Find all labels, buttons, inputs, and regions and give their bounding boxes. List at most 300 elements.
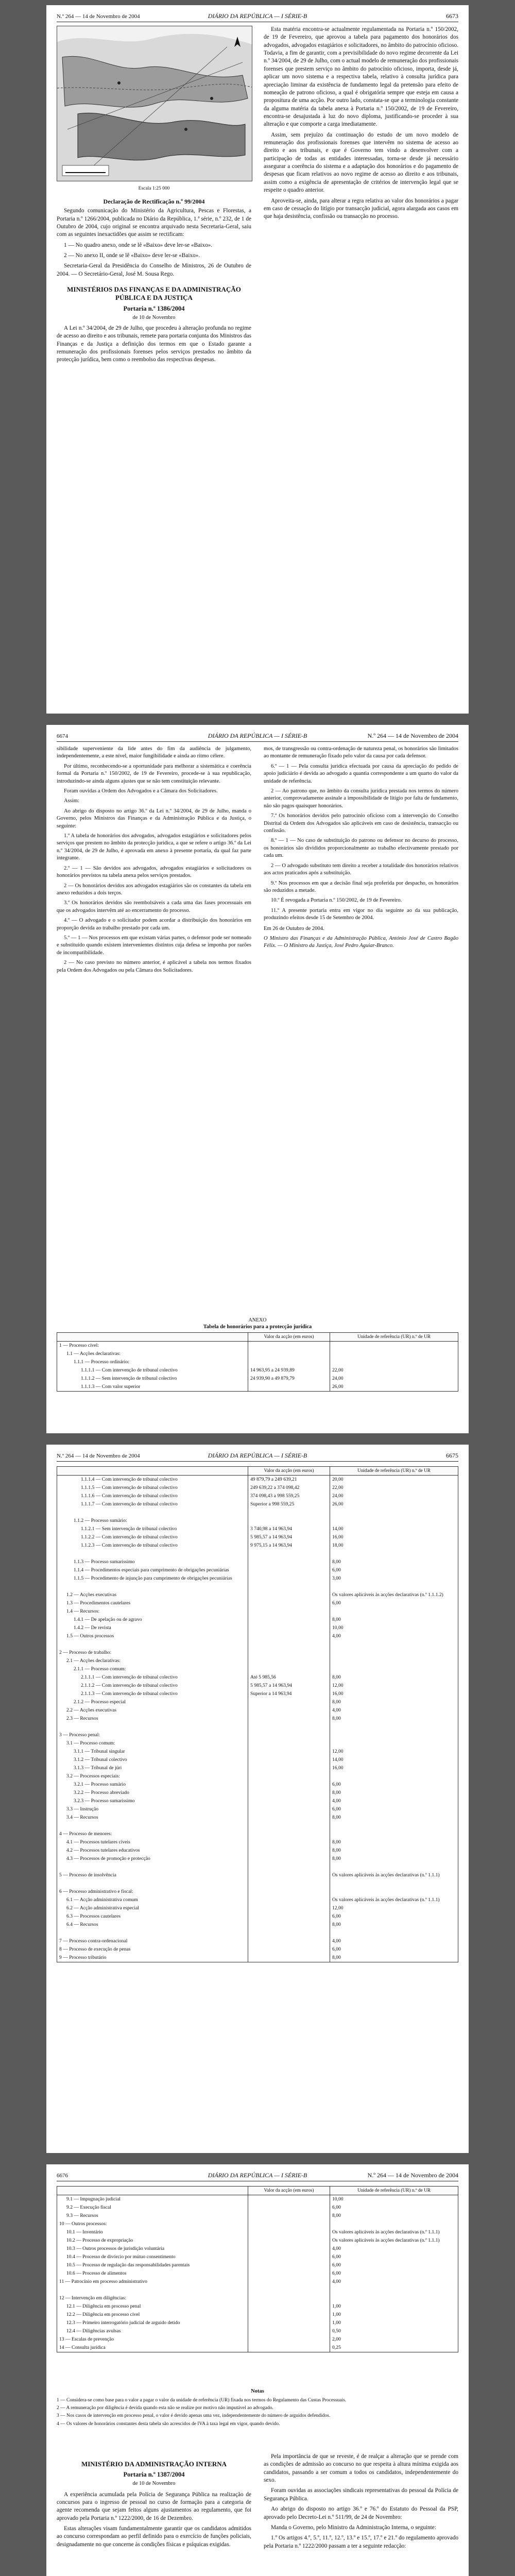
table-header-cell [57,2187,248,2195]
table-row [57,1690,458,1698]
row-value-cell [248,1550,330,1558]
note-item: 3 — Nos casos de intervenção em processo penal, o valor é devido apenas uma vez, independentemente do número de arguidos defendidos. [57,2413,331,2419]
row-ur-cell [330,1822,458,1830]
annex-table-wrap [57,1317,458,1392]
table-row [57,1517,458,1525]
row-ur-cell: 8,00 [330,1921,458,1929]
row-value-cell [248,2261,330,2269]
row-value-cell [248,2286,330,2294]
row-value-cell [248,1896,330,1904]
table-header-cell: Valor da acção (em euros) [248,1333,330,1342]
row-value-cell [248,1640,330,1649]
row-ur-cell: Os valores aplicáveis às acções declarativas (n.º 1.1.1) [330,1896,458,1904]
row-label-cell: 14 — Consulta jurídica [57,2344,248,2352]
row-label-cell: 6.1 — Acção administrativa comum [57,1896,248,1904]
row-label-cell: 1.1.2.2 — Com intervenção de tribunal colectivo [57,1533,248,1541]
portaria-title: Portaria n.º 1387/2004 [123,2471,185,2479]
body-paragraph: 1.º Os artigos 4.º, 5.º, 11.º, 12.º, 13.º e 15.º, 17.º e 21.º do regulamento aprovado pela Portaria n.º 1222/2000 passam a ter a seguinte redacção: [264,2535,458,2549]
body-paragraph: 6.º — 1 — Pela consulta jurídica efectuada por causa da apreciação do pedido de apoio judiciário é devida ao advogado a quantia correspondente a um quarto do valor da unidade de referência. [264,763,458,784]
row-label-cell: 12.4 — Diligências avulsas [57,2327,248,2335]
row-ur-cell [330,1731,458,1739]
body-paragraph: Foram ouvidas as associações sindicais representativas do pessoal da Polícia de Segurança Pública. [264,2487,458,2502]
body-paragraph: Ao abrigo do disposto no artigo 36.º da Lei n.º 34/2004, de 29 de Julho, manda o Governo, pelos Ministros das Finanças e da Administração Pública e da Justiça, o seguinte: [57,808,251,829]
row-value-cell [248,2253,330,2261]
table-row [57,2269,458,2278]
header-issue: N.º 264 — 14 de Novembro de 2004 [367,2172,458,2179]
header-page-number: 6676 [57,2173,68,2179]
body-paragraph: 10.º É revogada a Portaria n.º 150/2002, de 19 de Fevereiro. [271,897,402,904]
column-left [57,26,251,367]
row-value-cell [248,2294,330,2302]
row-ur-cell: 1,00 [330,2311,458,2319]
row-value-cell [248,1954,330,1962]
row-value-cell [248,1350,330,1358]
row-value-cell [248,2245,330,2253]
row-label-cell: 3.1.2 — Tribunal colectivo [57,1756,248,1764]
row-ur-cell: 24,00 [330,1375,458,1383]
declaration-paragraph: Segundo comunicação do Ministério da Agricultura, Pescas e Florestas, a Portaria n.º 1266/2004, publicada no Diário da República, 1.ª série, n.º 232, de 1 de Outubro de 2004, cujo original se encontra arquivado nesta Secretaria-Geral, saiu com as seguintes inexactidões que assim se rectificam: [57,208,251,238]
row-ur-cell: 4,00 [330,1937,458,1945]
row-value-cell [248,1665,330,1673]
row-value-cell [248,1558,330,1566]
row-label-cell: 2.1.1.1 — Com intervenção de tribunal colectivo [57,1673,248,1682]
row-label-cell: 2.2 — Acções executivas [57,1706,248,1715]
row-label-cell: 12.1 — Diligência em processo penal [57,2302,248,2311]
table-header-cell [57,1467,248,1476]
row-value-cell [248,1805,330,1814]
table-row [57,1492,458,1500]
table-row [57,1476,458,1484]
row-ur-cell: 6,00 [330,1912,458,1921]
table-header-cell: Unidade de referência (UR) n.º de UR [330,2187,458,2195]
row-ur-cell: 14,00 [330,1756,458,1764]
row-ur-cell: 6,00 [330,1566,458,1574]
row-value-cell [248,1855,330,1863]
row-ur-cell: 8,00 [330,1616,458,1624]
table-row [57,2294,458,2302]
table-row [57,1748,458,1756]
row-ur-cell: 4,00 [330,2245,458,2253]
table-row [57,1558,458,1566]
row-value-cell [248,1342,330,1350]
row-value-cell [248,1863,330,1871]
table-row [57,1731,458,1739]
map-graphic [57,26,252,181]
row-value-cell [248,2228,330,2236]
page-header [57,1449,458,1462]
table-header-cell: Valor da acção (em euros) [248,2187,330,2195]
table-row [57,1574,458,1583]
table-row [57,1484,458,1492]
row-ur-cell: 18,00 [330,1541,458,1550]
row-ur-cell: 6,00 [330,1781,458,1789]
body-paragraph: Assim: [64,798,80,804]
portaria-paragraph: A Lei n.º 34/2004, de 29 de Julho, que procedeu à alteração profunda no regime de acesso ao direito e aos tribunais, remete para portaria conjunta dos Ministros das Finanças e da Justiça a definição dos termos em que o Estado garante a remuneração dos profissionais forenses pelos serviços prestados no âmbito da protecção jurídica, bem como o reembolso das respectivas despesas. [57,325,251,363]
body-paragraph: 11.º A presente portaria entra em vigor no dia seguinte ao da sua publicação, produzindo efeitos desde 15 de Setembro de 2004. [264,907,458,921]
row-value-cell [248,2236,330,2245]
notes-title: Notas [251,2388,264,2394]
table-row [57,1566,458,1574]
row-value-cell [248,1566,330,1574]
row-ur-cell [330,1739,458,1748]
row-value-cell [248,1383,330,1392]
row-label-cell: 8 — Processo de execução de penas [57,1945,248,1954]
row-value-cell [248,1888,330,1896]
row-label-cell: 10.6 — Processo de alimentos [57,2269,248,2278]
table-row [57,1533,458,1541]
body-paragraph: Pela importância de que se reveste, é de realçar a alteração que se prende com as condições de admissão ao concurso no que respeita à altura mínima exigida aos candidatos, passando a ser comum a todos os candidatos, independentemente do sexo. [264,2453,458,2484]
row-ur-cell: 4,00 [330,2278,458,2286]
row-ur-cell [330,1342,458,1350]
table-row [57,1846,458,1855]
row-ur-cell: 3,00 [330,1574,458,1583]
column-left [57,745,251,977]
row-label-cell: 3.4 — Recursos [57,1814,248,1822]
header-issue: N.º 264 — 14 de Novembro de 2004 [57,1453,140,1459]
row-ur-cell: 6,00 [330,2269,458,2278]
row-ur-cell: 8,00 [330,1954,458,1962]
row-value-cell [248,1772,330,1781]
table-row [57,2253,458,2261]
row-label-cell: 10.1 — Inventário [57,2228,248,2236]
row-value-cell [248,1616,330,1624]
column-left [57,2453,251,2551]
table-row [57,2319,458,2327]
row-ur-cell: 8,00 [330,1855,458,1863]
row-ur-cell [330,2294,458,2302]
row-label-cell: 1.2 — Acções executivas [57,1591,248,1599]
table-header-row [57,1333,458,1342]
row-label-cell: 1.1.2 — Processo sumário: [57,1517,248,1525]
row-label-cell: 4.1 — Processos tutelares cíveis [57,1838,248,1846]
row-ur-cell [330,1358,458,1366]
row-label-cell: 12 — Intervenção em diligências: [57,2294,248,2302]
table-row [57,1358,458,1366]
table-row [57,1756,458,1764]
row-label-cell: 6 — Processo administrativo e fiscal: [57,1888,248,1896]
table-row [57,1715,458,1723]
signature-block: O Ministro das Finanças e da Administração Pública, António José de Castro Bagão Félix. — O Ministro da Justiça, José Pedro Aguiar-Branco. [264,935,458,949]
declaration-signature: Secretaria-Geral da Presidência do Conselho de Ministros, 26 de Outubro de 2004. — O Secretário-Geral, José M. Sousa Rego. [57,263,251,277]
table-row [57,1665,458,1673]
row-ur-cell: 22,00 [330,1484,458,1492]
row-label-cell: 3.1.3 — Tribunal de júri [57,1764,248,1772]
table-row [57,2327,458,2335]
portaria-title: Portaria n.º 1386/2004 [123,304,185,312]
row-label-cell: 1.1.2.1 — Sem intervenção de tribunal colectivo [57,1525,248,1533]
table-row [57,1912,458,1921]
body-paragraph: Aproveita-se, ainda, para alterar a regra relativa ao valor dos honorários a pagar em caso de cessação do litígio por transacção judicial, agora alargada aos casos em que haja desistência, confissão ou transacção no processo. [264,197,458,220]
annex-table-wrap [57,1466,458,1962]
row-label-cell: 9.1 — Impugnação judicial [57,2195,248,2204]
row-ur-cell [330,1607,458,1616]
row-label-cell: 2.1.1 — Processo comum: [57,1665,248,1673]
row-label-cell: 12.3 — Primeiro interrogatório judicial de arguido detido [57,2319,248,2327]
row-label-cell: 6.2 — Acção administrativa especial [57,1904,248,1912]
row-value-cell: 24 939,90 a 49 879,79 [248,1375,330,1383]
body-paragraph: 3.º Os honorários devidos são reembolsáveis a cada uma das fases processuais em que os advogados intervêm até ao encerramento do processo. [57,900,251,913]
row-ur-cell: 12,00 [330,1682,458,1690]
row-ur-cell: 16,00 [330,1533,458,1541]
row-label-cell: 2.3 — Recursos [57,1715,248,1723]
row-value-cell [248,1789,330,1797]
table-row [57,1896,458,1904]
row-label-cell [57,1929,248,1937]
row-value-cell [248,1517,330,1525]
table-row [57,1863,458,1871]
table-row [57,2344,458,2352]
row-value-cell [248,1574,330,1583]
row-value-cell: 9 975,15 a 14 963,94 [248,1541,330,1550]
row-label-cell: 9.2 — Execução fiscal [57,2204,248,2212]
row-ur-cell: 6,00 [330,2204,458,2212]
row-ur-cell [330,2220,458,2228]
row-label-cell: 1.1.1.5 — Com intervenção de tribunal colectivo [57,1484,248,1492]
row-label-cell: 1.1.1 — Processo ordinário: [57,1358,248,1366]
row-label-cell [57,1822,248,1830]
row-ur-cell [330,1649,458,1657]
header-issue: N.º 264 — 14 de Novembro de 2004 [57,13,140,20]
row-value-cell [248,1781,330,1789]
row-ur-cell: 6,00 [330,2253,458,2261]
table-row [57,1640,458,1649]
table-row [57,1657,458,1665]
row-ur-cell: 6,00 [330,1599,458,1607]
row-value-cell [248,2220,330,2228]
portaria-date: de 10 de Novembro [132,314,176,320]
table-row [57,1954,458,1962]
row-label-cell: 5 — Processo de insolvência [57,1871,248,1879]
row-ur-cell [330,1929,458,1937]
row-label-cell: 10.2 — Processo de expropriação [57,2236,248,2245]
row-label-cell: 2.1 — Acções declarativas: [57,1657,248,1665]
row-label-cell: 3 — Processo penal: [57,1731,248,1739]
row-ur-cell: 1,00 [330,2302,458,2311]
row-ur-cell [330,1550,458,1558]
row-label-cell [57,1509,248,1517]
row-ur-cell: 8,00 [330,1558,458,1566]
annex-table-wrap [57,2186,458,2352]
row-value-cell [248,1649,330,1657]
row-label-cell: 4.2 — Processos tutelares educativos [57,1846,248,1855]
row-value-cell [248,1632,330,1640]
body-paragraph: 4.º — O advogado e o solicitador podem acordar a distribuição dos honorários em proporção devida ao trabalho prestado por cada um. [57,918,251,931]
declaration-paragraph: 1 — No quadro anexo, onde se lê «Baixo» deve ler-se «Baixo». [64,242,213,248]
row-value-cell: 49 879,79 a 249 639,21 [248,1476,330,1484]
table-row [57,1342,458,1350]
table-row [57,1797,458,1805]
row-value-cell [248,2212,330,2220]
row-ur-cell [330,1888,458,1896]
declaration-title: Declaração de Rectificação n.º 99/2004 [103,197,205,205]
row-ur-cell: 20,00 [330,1476,458,1484]
row-value-cell [248,1624,330,1632]
body-paragraph: Assim, sem prejuízo da continuação do estudo de um novo modelo de remuneração dos profissionais forenses que intervêm no sistema de acesso ao direito e aos tribunais, e que é Governo tem vindo a desenvolver com a participação de todas as entidades interessadas, torna-se desde já necessário assegurar a coerência do sistema e a adaptação dos honorários e do pagamento de despesas que ficam relativos ao novo regime de acesso ao direito e aos tribunais, assim como a exigência de apresentação de critérios de intervenção legal que se respeite o quadro anterior. [264,131,458,194]
row-label-cell [57,1879,248,1888]
table-row [57,1921,458,1929]
row-value-cell [248,1822,330,1830]
page-header [57,729,458,742]
table-row [57,1855,458,1863]
row-value-cell [248,1904,330,1912]
row-label-cell: 9.3 — Recursos [57,2212,248,2220]
row-value-cell [248,1509,330,1517]
row-value-cell [248,1591,330,1599]
row-value-cell [248,1846,330,1855]
table-row [57,2311,458,2319]
header-page-number: 6675 [446,1452,458,1459]
table-row [57,1624,458,1632]
body-paragraph: 1.º A tabela de honorários dos advogados, advogados estagiários e solicitadores pelos serviços que prestem no âmbito da protecção jurídica, a que se refere o artigo 36.º da Lei n.º 34/2004, de 29 de Julho, é aprovada em anexo à presente portaria, da qual faz parte integrante. [57,833,251,861]
table-row [57,1616,458,1624]
row-label-cell [57,1583,248,1591]
table-row [57,1789,458,1797]
row-label-cell: 11 — Patrocínio em processo administrativo [57,2278,248,2286]
header-page-number: 6674 [57,733,68,739]
table-row [57,1822,458,1830]
header-journal: DIÁRIO DA REPÚBLICA — I SÉRIE-B [208,2172,307,2179]
row-label-cell: 1.1.3 — Processo sumaríssimo [57,1558,248,1566]
page-6673 [46,5,469,714]
body-paragraph: Ao abrigo do disposto no artigo 36.º e 76.º do Estatuto do Pessoal da PSP, aprovado pelo Decreto-Lei n.º 511/99, de 24 de Novembro: [264,2506,458,2520]
row-ur-cell: 8,00 [330,1698,458,1706]
table-row [57,1525,458,1533]
row-ur-cell: 0,50 [330,2327,458,2335]
row-label-cell: 1.1 — Acções declarativas: [57,1350,248,1358]
table-row [57,2302,458,2311]
table-row [57,1698,458,1706]
row-label-cell: 4.3 — Processos de promoção e protecção [57,1855,248,1863]
table-row [57,1682,458,1690]
row-ur-cell [330,1517,458,1525]
table-row [57,1879,458,1888]
row-ur-cell: Os valores aplicáveis às acções declarativas (n.º 1.1.1) [330,1871,458,1879]
table-row [57,1772,458,1781]
table-row [57,2228,458,2236]
row-value-cell: 5 985,57 a 14 963,94 [248,1682,330,1690]
row-label-cell: 3.2.2 — Processo abreviado [57,1789,248,1797]
row-label-cell: 1.4.2 — De revista [57,1624,248,1632]
table-row [57,2335,458,2344]
row-value-cell [248,2195,330,2204]
table-row [57,1706,458,1715]
table-row [57,1509,458,1517]
table-row [57,1937,458,1945]
row-ur-cell: Os valores aplicáveis às acções declarativas (n.º 1.1.1) [330,2236,458,2245]
row-ur-cell: 8,00 [330,1814,458,1822]
table-row [57,1838,458,1846]
table-row [57,1541,458,1550]
row-label-cell: 1.5 — Outros processos [57,1632,248,1640]
row-ur-cell: Os valores aplicáveis às acções declarativas (n.º 1.1.1.2) [330,1591,458,1599]
row-ur-cell: 26,00 [330,1500,458,1509]
row-value-cell [248,2327,330,2335]
row-value-cell [248,1838,330,1846]
row-ur-cell: 16,00 [330,1764,458,1772]
row-ur-cell: 12,00 [330,1748,458,1756]
row-value-cell [248,1871,330,1879]
row-value-cell [248,1912,330,1921]
row-label-cell [57,1550,248,1558]
table-row [57,1591,458,1599]
row-ur-cell: 10,00 [330,2195,458,2204]
row-value-cell [248,1657,330,1665]
row-value-cell: Superior a 14 963,94 [248,1690,330,1698]
row-value-cell [248,1739,330,1748]
row-value-cell [248,2311,330,2319]
row-ur-cell [330,1723,458,1731]
table-header-row [57,1467,458,1476]
row-ur-cell: 8,00 [330,1789,458,1797]
body-paragraph: 2 — O advogado substituto tem direito a receber a totalidade dos honorários relativos aos actos praticados após a substituição. [264,862,458,876]
row-value-cell: 3 740,98 a 14 963,94 [248,1525,330,1533]
row-ur-cell: 24,00 [330,1492,458,1500]
table-row [57,2236,458,2245]
row-label-cell: 6.4 — Recursos [57,1921,248,1929]
body-paragraph: Por último, reconhecendo-se a oportunidade para melhorar a sistemática e coerência formal da Portaria n.º 150/2002, de 19 de Fevereiro, procede-se à sua republicação, introduzindo-se ainda alguns ajustes que se não tem constituição relevante. [57,763,251,784]
row-ur-cell: 8,00 [330,1838,458,1846]
note-item: 1 — Considera-se como base para o valor a pagar o valor da unidade de referência (UR) fixada nos termos do Regulamento das Custas Processuais. [57,2397,347,2403]
table-row [57,2204,458,2212]
row-value-cell [248,1706,330,1715]
table-row [57,1500,458,1509]
row-ur-cell: 12,00 [330,1904,458,1912]
row-label-cell: 1.1.1.1 — Com intervenção de tribunal colectivo [57,1366,248,1375]
row-ur-cell [330,1863,458,1871]
note-item: 2 — A remuneração por diligência é devida quando esta não se realize por motivo não imputável ao advogado. [57,2405,273,2411]
body-paragraph: 8.º — 1 — No caso de substituição do patrono ou defensor no decurso do processo, os honorários são divididos proporcionalmente ao trabalho efectivamente prestado por cada um. [264,838,458,859]
row-value-cell: 14 963,95 a 24 939,89 [248,1366,330,1375]
table-row [57,1632,458,1640]
row-label-cell: 1.1.1.3 — Com valor superior [57,1383,248,1392]
table-row [57,1607,458,1616]
row-ur-cell: 2,00 [330,2335,458,2344]
row-value-cell: 5 985,57 a 14 963,94 [248,1533,330,1541]
table-row [57,1649,458,1657]
row-ur-cell: 8,00 [330,2212,458,2220]
row-ur-cell: 6,00 [330,1805,458,1814]
row-label-cell [57,2286,248,2294]
row-ur-cell: 6,00 [330,1945,458,1954]
page-6676 [46,2164,469,2576]
row-value-cell [248,2302,330,2311]
table-row [57,1550,458,1558]
row-label-cell: 12.2 — Diligência em processo cível [57,2311,248,2319]
table-row [57,2220,458,2228]
table-header-row [57,2187,458,2195]
body-paragraph: 5.º — 1 — Nos processos em que existam várias partes, o defensor pode ser nomeado e substituído quando existem intervenientes distintos cuja defesa se imponha por razões de incompatibilidade. [57,935,251,956]
row-value-cell: Superior a 998 559,25 [248,1500,330,1509]
table-row [57,2261,458,2269]
table-header-cell [57,1333,248,1342]
row-value-cell [248,2344,330,2352]
row-label-cell: 3.3 — Instrução [57,1805,248,1814]
row-ur-cell [330,2286,458,2294]
row-ur-cell [330,1583,458,1591]
row-value-cell [248,1756,330,1764]
row-label-cell: 9 — Processo tributário [57,1954,248,1962]
row-label-cell [57,1863,248,1871]
row-label-cell: 2.1.2 — Processo especial [57,1698,248,1706]
row-value-cell [248,2278,330,2286]
row-label-cell: 3.2.1 — Processo sumário [57,1781,248,1789]
annex-caption: Tabela de honorários para a protecção jurídica [203,1324,312,1330]
header-page-number: 6673 [446,12,458,20]
row-label-cell: 1.1.2.3 — Com intervenção de tribunal colectivo [57,1541,248,1550]
row-label-cell: 10.4 — Processo de divórcio por mútuo consentimento [57,2253,248,2261]
row-ur-cell: 4,00 [330,1632,458,1640]
header-issue: N.º 264 — 14 de Novembro de 2004 [367,732,458,739]
